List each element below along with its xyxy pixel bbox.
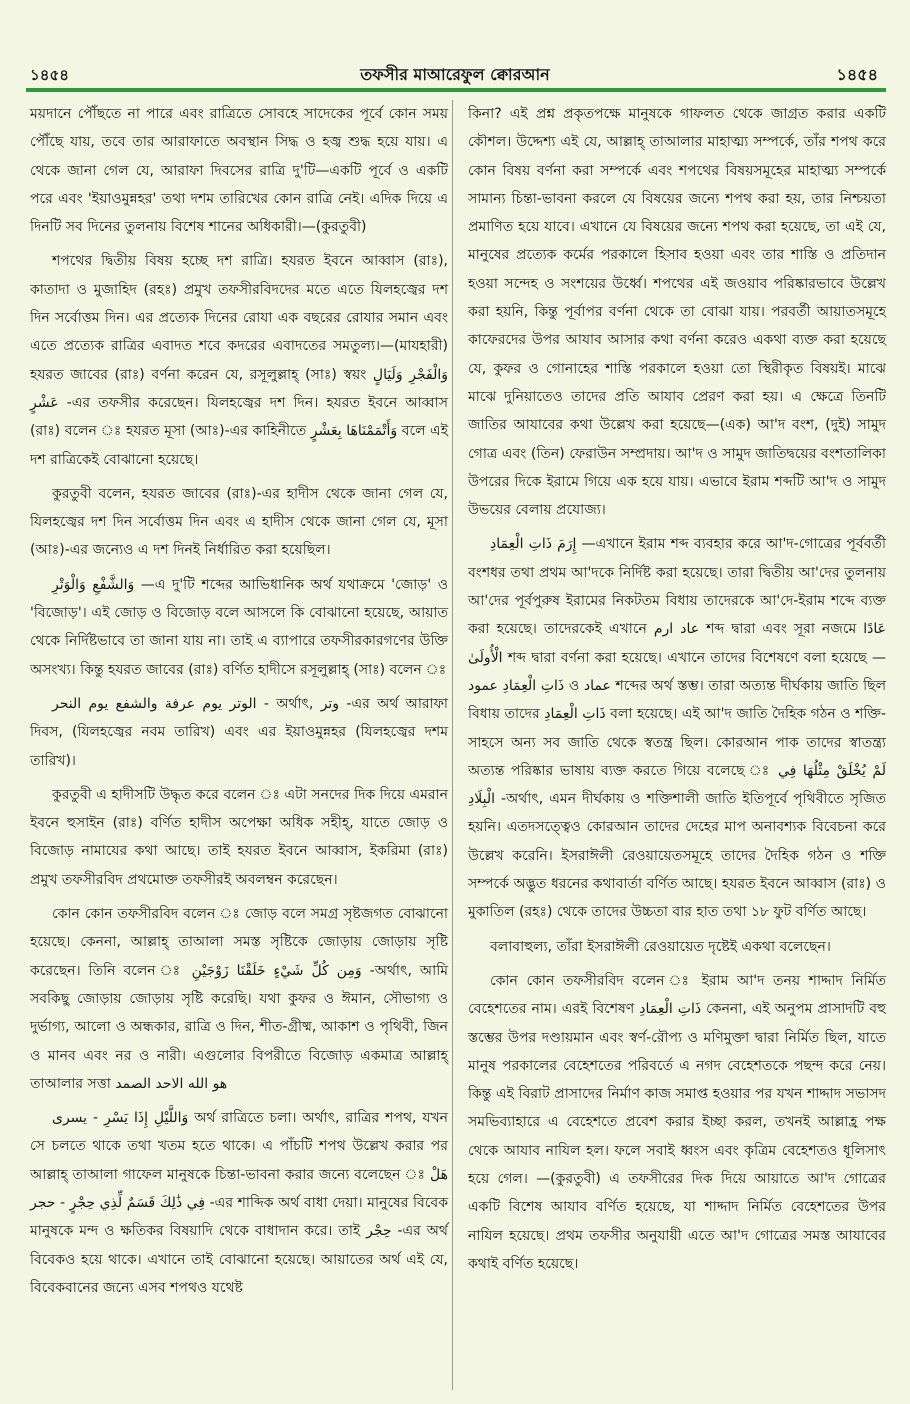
right-column <box>468 100 886 1284</box>
left-column <box>30 100 448 1308</box>
paragraph: وَاللَّيْلِ إِذَا يَسْرِ - يسرى অর্থ রাত্রিতে চলা। অর্থাৎ, রাত্রির শপথ, যখন সে চলতে থাকে তথা খতম হতে থাকে। এ পাঁচটি শপথ উল্লেখ করার পর আল্লাহ্ তাআলা গাফেল মানুষকে চিন্তা-ভাবনা করার জন্যে বলেছেন ঃ هَلْ فِي ذَٰلِكَ قَسَمٌ لِّذِي حِجْرٍ - حجر -এর শাব্দিক অর্থ বাধা দেয়া। মানুষের বিবেক মানুষকে মন্দ ও ক্ষতিকর বিষয়াদি থেকে বাধাদান করে। তাই حِجْر -এর অর্থ বিবেকও হয়ে থাকে। এখানে তাই বোঝানো হয়েছে। আয়াতের অর্থ এই যে, বিবেকবানের জন্যে এসব শপথও যথেষ্ট <box>30 1110 448 1296</box>
running-title: তফসীর মাআরেফুল ক্বোরআন <box>360 65 550 84</box>
paragraph: الوتر يوم عرفة والشفع يوم النحر - অর্থাৎ, وتر -এর অর্থ আরাফা দিবস, (যিলহজ্বের নবম তারিখ) এবং এর ইয়াওমুন্নহর (যিলহজ্বের দশম তারিখ)। <box>30 695 448 769</box>
paragraph: ময়দানে পৌঁছতে না পারে এবং রাত্রিতে সোবহে সাদেকের পূর্বে কোন সময় পৌঁছে যায়, তবে তার আরাফাতে অবস্থান সিদ্ধ ও হজ্ব শুদ্ধ হয়ে যায়। এ থেকে জানা গেল যে, আরাফা দিবসের রাত্রি দু'টি—একটি পূর্বে ও একটি পরে এবং 'ইয়াওমুন্নহর' তথা দশম তারিখের কোন রাত্রি নেই। এদিক দিয়ে এ দিনটি সব দিনের তুলনায় বিশেষ শানের অধিকারী।—(কুরতুবী) <box>30 106 448 236</box>
paragraph: বলাবাহুল্য, তাঁরা ইসরাঈলী রেওয়ায়েত দৃষ্টেই একথা বলেছেন। <box>490 938 831 955</box>
column-divider <box>452 100 453 1390</box>
paragraph: إِرَمَ ذَاتِ الْعِمَادِ —এখানে ইরাম শব্দ ব্যবহার করে আ'দ-গোত্রের পূর্ববর্তী বংশধর তথা প্রথম আ'দকে নির্দিষ্ট করা হয়েছে। তারা দ্বিতীয় আ'দের তুলনায় আ'দের পূর্বপুরুষ ইরামের নিকটতম বিধায় তাদেরকে আ'দে-ইরাম শব্দে ব্যক্ত করা হয়েছে। তাদেরকেই এখানে عاد ارم শব্দ দ্বারা এবং সূরা নজমে عَادًا الْأُولَىٰ শব্দ দ্বারা বর্ণনা করা হয়েছে। এখানে তাদের বিশেষণে বলা হয়েছে — ذَاتِ الْعِمَادِ عمود ও عماد শব্দের অর্থ স্তম্ভ। তারা অত্যন্ত দীর্ঘকায় জাতি ছিল বিধায় তাদের ذَاتِ الْعِمَادِ বলা হয়েছে। এই আ'দ জাতি দৈহিক গঠন ও শক্তি-সাহসে অন্য সব জাতি থেকে স্বতন্ত্র ছিল। কোরআন পাক তাদের স্বাতন্ত্র্য অত্যন্ত পরিষ্কার ভাষায় ব্যক্ত করতে গিয়ে বলেছে ঃ لَمْ يُخْلَقْ مِثْلُهَا فِي الْبِلَادِ -অর্থাৎ, এমন দীর্ঘকায় ও শক্তিশালী জাতি ইতিপূর্বে পৃথিবীতে সৃজিত হয়নি। এতদসত্ত্বেও কোরআন তাদের দেহের মাপ অনাবশ্যক বিবেচনা করে উল্লেখ করেনি। ইসরাঈলী রেওয়ায়েতসমূহে তাদের দৈহিক গঠন ও শক্তি সম্পর্কে অদ্ভুত ধরনের কথাবার্তা বর্ণিত আছে। হযরত ইবনে আব্বাস (রাঃ) ও মুকাতিল (রহঃ) থেকে তাদের উচ্চতা বার হাত তথা ১৮ ফুট বর্ণিত আছে। <box>468 536 886 921</box>
page-number-right: ১৪৫৪ <box>836 65 878 84</box>
paragraph: وَالشَّفْعِ وَالْوَتْرِ —এ দু'টি শব্দের আভিধানিক অর্থ যথাক্রমে 'জোড়' ও 'বিজোড়'। এই জোড় ও বিজোড় বলে আসলে কি বোঝানো হয়েছে, আয়াত থেকে নির্দিষ্টভাবে তা জানা যায় না। তাই এ ব্যাপারে তফসীরকারগণের উক্তি অসংখ্য। কিন্তু হযরত জাবের (রাঃ) বর্ণিত হাদীসে রসূলুল্লাহ্ (সাঃ) বলেন ঃ <box>30 576 448 678</box>
paragraph: কোন কোন তফসীরবিদ বলেন ঃ ইরাম আ'দ তনয় শাদ্দাদ নির্মিত বেহেশতের নাম। এরই বিশেষণ ذَاتِ الْعِمَادِ কেননা, এই অনুপম প্রাসাদটি বহু স্তম্ভের উপর দণ্ডায়মান এবং স্বর্ণ-রৌপ্য ও মণিমুক্তা দ্বারা নির্মিত ছিল, যাতে মানুষ পরকালের বেহেশতের পরিবর্তে এ নগদ বেহেশতকে পছন্দ করে নেয়। কিন্তু এই বিরাট প্রাসাদের নির্মাণ কাজ সমাপ্ত হওয়ার পর যখন শাদ্দাদ সভাসদ সমভিব্যাহারে এ বেহেশতে প্রবেশ করার ইচ্ছা করল, তখনই আল্লাহ্র পক্ষ থেকে আযাব নাযিল হল। ফলে সবাই ধ্বংস এবং কৃত্রিম বেহেশতও ধূলিসাৎ হয়ে গেল। —(কুরতুবী) এ তফসীরের দিক দিয়ে আয়াতে আ'দ গোত্রের একটি বিশেষ আযাব বর্ণিত হয়েছে, যা শাদ্দাদ নির্মিত বেহেশতের উপর নাযিল হয়েছে। প্রথম তফসীর অনুযায়ী এতে আ'দ গোত্রের সমস্ত আযাবের কথাই বর্ণিত হয়েছে। <box>468 972 886 1272</box>
page-number-left: ১৪৫৪ <box>30 66 69 84</box>
header-rule <box>26 88 886 92</box>
page-header <box>0 56 910 90</box>
paragraph: কুরতুবী বলেন, হযরত জাবের (রাঃ)-এর হাদীস থেকে জানা গেল যে, যিলহজ্বের দশ দিন সর্বোত্তম দিন এবং এ হাদীস থেকে জানা গেল যে, মূসা (আঃ)-এর জন্যেও এ দশ দিনই নির্ধারিত করা হয়েছিল। <box>30 485 448 559</box>
paragraph: কোন কোন তফসীরবিদ বলেন ঃ জোড় বলে সমগ্র সৃষ্টজগত বোঝানো হয়েছে। কেননা, আল্লাহ্ তাআলা সমস্ত সৃষ্টিকে জোড়ায় জোড়ায় সৃষ্টি করেছেন। তিনি বলেন ঃ وَمِن كُلِّ شَيْءٍ خَلَقْنَا زَوْجَيْنِ -অর্থাৎ, আমি সবকিছু জোড়ায় জোড়ায় সৃষ্টি করেছি। যথা কুফর ও ঈমান, সৌভাগ্য ও দুর্ভাগ্য, আলো ও অন্ধকার, রাত্রি ও দিন, শীত-গ্রীষ্ম, আকাশ ও পৃথিবী, জিন ও মানব এবং নর ও নারী। এগুলোর বিপরীতে বিজোড় একমাত্র আল্লাহ্ তাআলার সত্তা هو الله الاحد الصمد <box>30 906 448 1092</box>
paragraph: কিনা? এই প্রশ্ন প্রকৃতপক্ষে মানুষকে গাফলত থেকে জাগ্রত করার একটি কৌশল। উদ্দেশ্য এই যে, আল্লাহ্ তাআলার মাহাত্ম্য সম্পর্কে, তাঁর শপথ করে কোন বিষয় বর্ণনা করা সম্পর্কে এবং শপথের বিষয়সমূহের মাহাত্ম্য সম্পর্কে সামান্য চিন্তা-ভাবনা করলে যে বিষয়ের জন্যে শপথ করা হয়, তার নিশ্চয়তা প্রমাণিত হয়ে যাবে। এখানে যে বিষয়ের জন্যে শপথ করা হয়েছে, তা এই যে, মানুষের প্রত্যেক কর্মের পরকালে হিসাব হওয়া এবং তার শাস্তি ও প্রতিদান হওয়া সন্দেহ ও সংশয়ের উর্ধ্বে। শপথের এই জওয়াব পরিষ্কারভাবে উল্লেখ করা হয়নি, কিন্তু পূর্বাপর বর্ণনা থেকে তা বোঝা যায়। পরবর্তী আয়াতসমূহে কাফেরদের উপর আযাব আসার কথা বর্ণনা করেও একথা ব্যক্ত করা হয়েছে যে, কুফর ও গোনাহের শাস্তি পরকালে হওয়া তো স্থিরীকৃত বিষয়ই। মাঝে মাঝে দুনিয়াতেও তাদের প্রতি আযাব প্রেরণ করা হয়। এ ক্ষেত্রে তিনটি জাতির আযাবের কথা উল্লেখ করা হয়েছে—(এক) আ'দ বংশ, (দুই) সামুদ গোত্র এবং (তিন) ফেরাউন সম্প্রদায়। আ'দ ও সামুদ জাতিদ্বয়ের বংশতালিকা উপরের দিকে ইরামে গিয়ে এক হয়ে যায়। এভাবে ইরাম শব্দটি আ'দ ও সামুদ উভয়ের বেলায় প্রযোজ্য। <box>468 106 886 519</box>
paragraph: শপথের দ্বিতীয় বিষয় হচ্ছে দশ রাত্রি। হযরত ইবনে আব্বাস (রাঃ), কাতাদা ও মুজাহিদ (রহঃ) প্রমুখ তফসীরবিদদের মতে এতে যিলহজ্বের দশ দিন সর্বোত্তম দিন। এর প্রত্যেক দিনের রোযা এক বছরের রোযার সমান এবং এতে প্রত্যেক রাত্রির এবাদত শবে কদরের এবাদতের সমতুল্য।—(মাযহারী) হযরত জাবের (রাঃ) বর্ণনা করেন যে, রসূলুল্লাহ্ (সাঃ) স্বয়ং وَالْفَجْرِ وَلَيَالٍ عَشْرٍ -এর তফসীর করেছেন। যিলহজ্বের দশ দিন। হযরত ইবনে আব্বাস (রাঃ) বলেন ঃ হযরত মূসা (আঃ)-এর কাহিনীতে وَأَتْمَمْنَاهَا بِعَشْرٍ বলে এই দশ রাত্রিকেই বোঝানো হয়েছে। <box>30 253 448 468</box>
paragraph: কুরতুবী এ হাদীসটি উদ্ধৃত করে বলেন ঃ এটা সনদের দিক দিয়ে এমরান ইবনে হুসাইন (রাঃ) বর্ণিত হাদীস অপেক্ষা অধিক সহীহ্, যাতে জোড় ও বিজোড় নামাযের কথা আছে। তাই হযরত ইবনে আব্বাস, ইকরিমা (রাঃ) প্রমুখ তফসীরবিদ প্রথমোক্ত তফসীরই অবলম্বন করেছেন। <box>30 786 448 888</box>
